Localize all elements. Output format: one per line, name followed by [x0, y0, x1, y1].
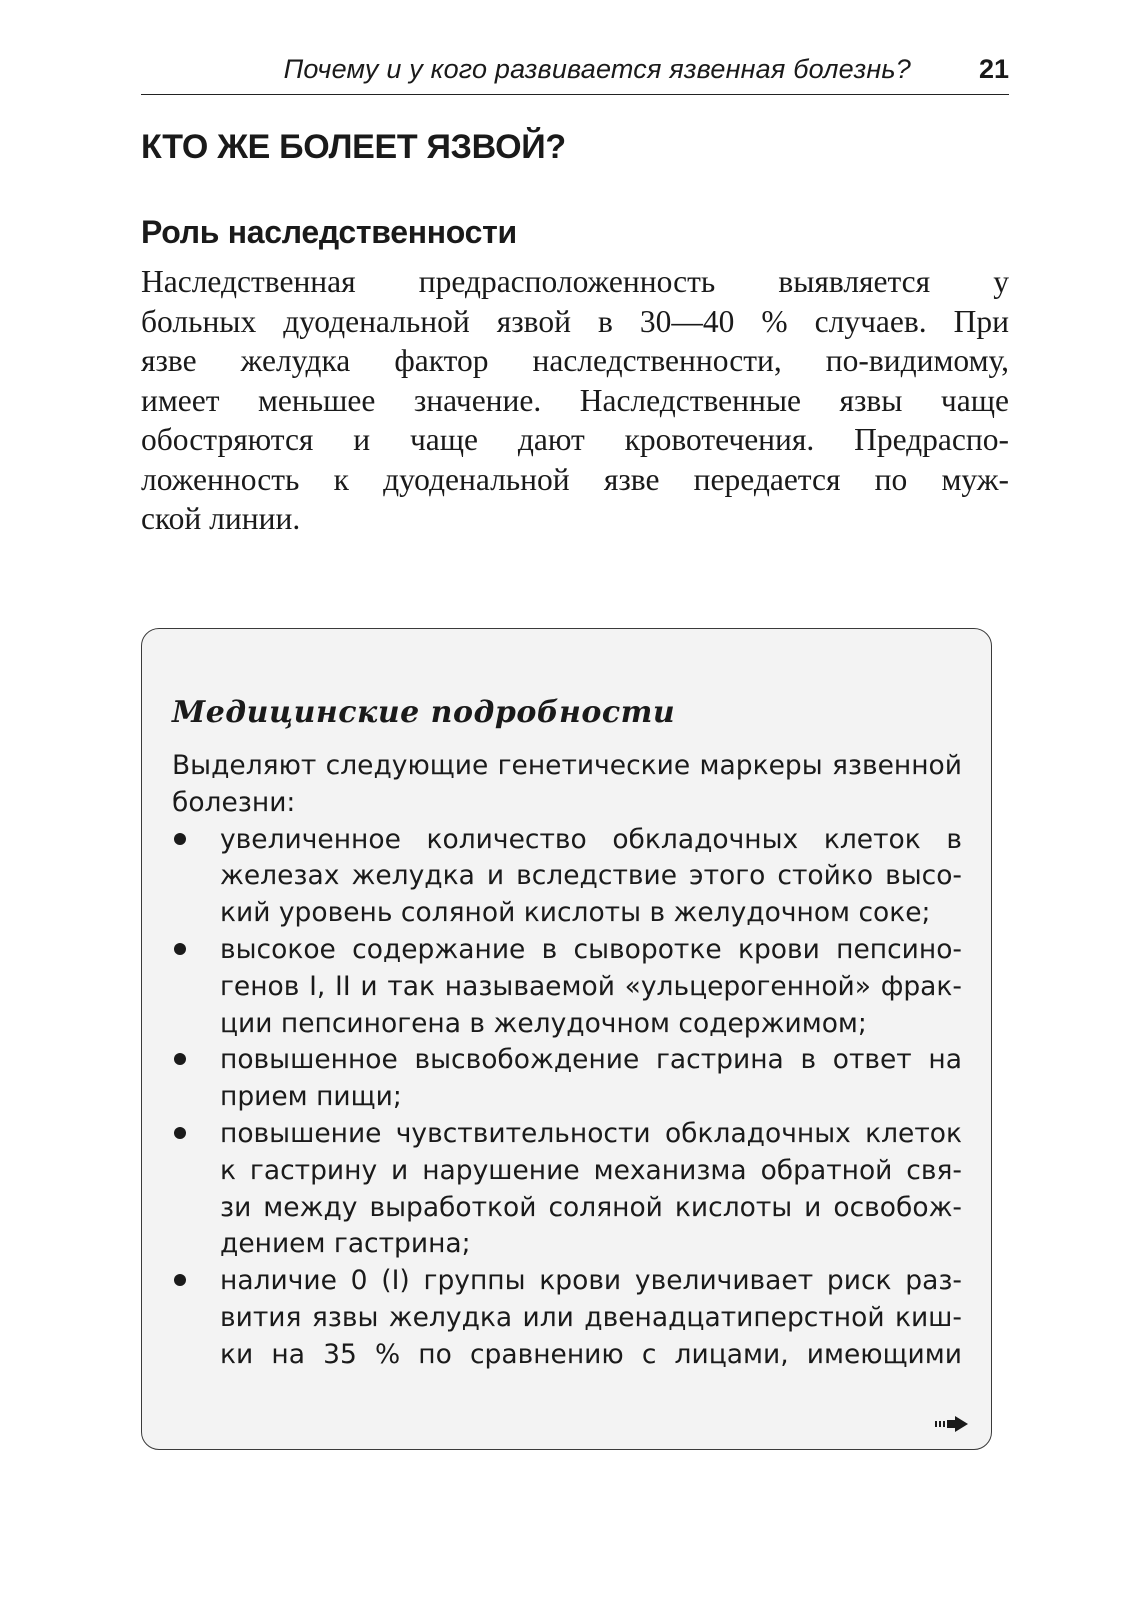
- bullet-icon: [174, 1053, 186, 1065]
- arrow-right-icon: [935, 1415, 969, 1433]
- list-item-line: дением гастрина;: [220, 1228, 471, 1260]
- medical-details-box: [141, 628, 992, 1450]
- sidebar-title: Медицинские подробности: [172, 695, 676, 730]
- paragraph-line: Наследственная предрасположенность выявляется у: [141, 264, 1009, 299]
- running-header: [141, 52, 1009, 95]
- bullet-icon: [174, 943, 186, 955]
- list-item-line: ки на 35 % по сравнению с лицами, имеющими: [220, 1338, 962, 1370]
- list-item-line: к гастрину и нарушение механизма обратной свя-: [220, 1154, 962, 1186]
- bullet-icon: [174, 1127, 186, 1139]
- paragraph-line: больных дуоденальной язвой в 30—40 % случаев. При: [141, 303, 1009, 339]
- page-number: 21: [978, 54, 1009, 84]
- list-item: [172, 1263, 962, 1373]
- list-item-line: зи между выработкой соляной кислоты и освобож-: [220, 1191, 962, 1223]
- paragraph-line: обостряются и чаще дают кровотечения. Предраспо-: [141, 422, 1009, 457]
- body-paragraph: [141, 262, 1009, 539]
- list-item-line: железах желудка и вследствие этого стойко высо-: [220, 860, 962, 892]
- running-title: Почему и у кого развивается язвенная болезнь?: [283, 54, 911, 84]
- genetic-markers-list: [172, 822, 962, 1374]
- chapter-title: КТО ЖЕ БОЛЕЕТ ЯЗВОЙ?: [141, 128, 566, 166]
- list-item-line: вития язвы желудка или двенадцатиперстной киш-: [220, 1301, 962, 1333]
- paragraph-line: ской линии.: [141, 501, 301, 536]
- bullet-icon: [174, 1274, 186, 1286]
- list-item-line: ции пепсиногена в желудочном содержимом;: [220, 1007, 867, 1039]
- list-item: [172, 1116, 962, 1263]
- list-item-line: генов I, II и так называемой «ульцерогенной» фрак-: [220, 970, 962, 1002]
- list-item-line: повышенное высвобождение гастрина в ответ на: [220, 1044, 962, 1076]
- sidebar-intro-line: Выделяют следующие генетические маркеры язвенной: [172, 750, 962, 781]
- list-item: [172, 1042, 962, 1116]
- list-item: [172, 932, 962, 1042]
- paragraph-line: язве желудка фактор наследственности, по-видимому,: [141, 343, 1009, 378]
- bullet-icon: [174, 833, 186, 845]
- section-title: Роль наследственности: [141, 214, 517, 250]
- sidebar-intro-line: болезни:: [172, 786, 296, 818]
- list-item-line: увеличенное количество обкладочных клеток в: [220, 823, 962, 855]
- list-item-line: повышение чувствительности обкладочных клеток: [220, 1117, 962, 1149]
- list-item-line: наличие 0 (I) группы крови увеличивает риск раз-: [220, 1265, 962, 1297]
- paragraph-line: ложенность к дуоденальной язве передается по муж-: [141, 461, 1009, 497]
- sidebar-body: [172, 748, 962, 1374]
- paragraph-line: имеет меньшее значение. Наследственные язвы чаще: [141, 382, 1009, 418]
- list-item: [172, 822, 962, 932]
- list-item-line: высокое содержание в сыворотке крови пепсино-: [220, 933, 962, 965]
- list-item-line: кий уровень соляной кислоты в желудочном соке;: [220, 897, 931, 929]
- list-item-line: прием пищи;: [220, 1081, 402, 1113]
